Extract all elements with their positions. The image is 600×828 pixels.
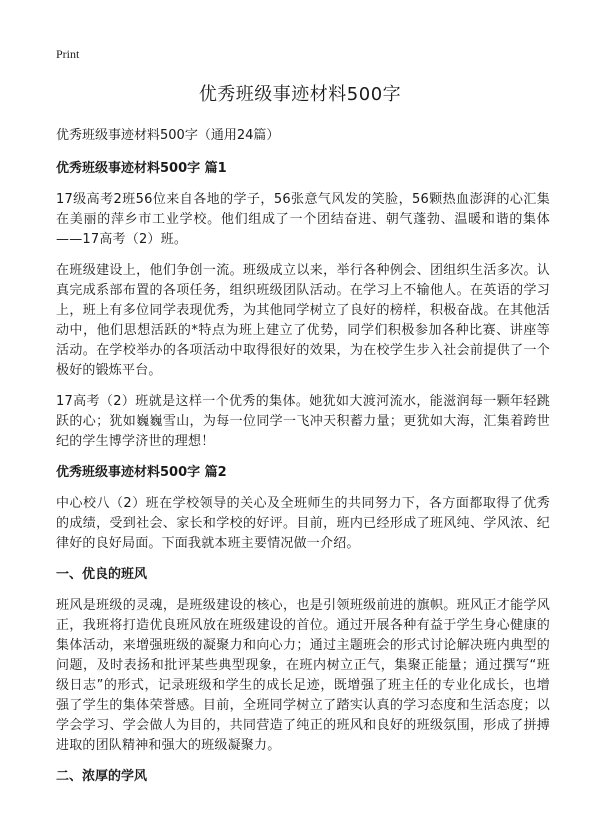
paragraph: 17高考（2）班就是这样一个优秀的集体。她犹如大渡河流水，能滋润每一颗年轻跳跃的心；犹如巍巍雪山，为每一位同学一飞冲天积蓄力量；更犹如大海，汇集着跨世纪的学生博学济世的理想！ [56,394,550,449]
paragraph: 班风是班级的灵魂，是班级建设的核心，也是引领班级前进的旗帜。班风正才能学风正，我班将打造优良班风放在班级建设的首位。通过开展各种有益于学生身心健康的集体活动，来增强班级的凝聚力和向心力；通过主题班会的形式讨论解决班内典型的问题，及时表扬和批评某些典型现象，在班内树立正气，集聚正能量；通过撰写“班级日志”的形式，记录班级和学生的成长足迹，既增强了班主任的专业化成长，也增强了学生的集体荣誉感。目前，全班同学树立了踏实认真的学习态度和生活态度；以学会学习、学会做人为目的，共同营造了纯正的班风和良好的班级氛围，形成了拼搏进取的团队精神和强大的班级凝聚力。 [56,598,550,753]
print-label[interactable]: Print [56,47,80,61]
section-heading-2: 优秀班级事迹材料500字 篇2 [56,465,227,480]
paragraph: 中心校八（2）班在学校领导的关心及全班师生的共同努力下，各方面都取得了优秀的成绩，受到社会、家长和学校的好评。目前，班内已经形成了班风纯、学风浓、纪律好的良好局面。下面我就本班主要情况做一介绍。 [56,496,550,551]
document-body [56,148,550,787]
section-heading-4: 二、浓厚的学风 [56,769,148,784]
paragraph: 17级高考2班56位来自各地的学子，56张意气风发的笑脸，56颗热血澎湃的心汇集在美丽的萍乡市工业学校。他们组成了一个团结奋进、朝气蓬勃、温暖和谐的集体——17高考（2）班。 [56,192,550,247]
paragraph: 在班级建设上，他们争创一流。班级成立以来，举行各种例会、团组织生活多次。认真完成系部布置的各项任务，组织班级团队活动。在学习上不输他人。在英语的学习上，班上有多位同学表现优秀，为其他同学树立了良好的榜样，积极奋战。在其他活动中，他们思想活跃的*特点为班上建立了优势，同学们积极参加各种比赛、讲座等活动。在学校举办的各项活动中取得很好的效果，为在校学生步入社会前提供了一个极好的锻炼平台。 [56,263,550,378]
section-heading-1: 优秀班级事迹材料500字 篇1 [56,161,227,176]
section-heading-3: 一、优良的班风 [56,567,148,582]
document-title: 优秀班级事迹材料500字 [198,84,402,105]
document-subtitle: 优秀班级事迹材料500字（通用24篇） [56,128,280,143]
